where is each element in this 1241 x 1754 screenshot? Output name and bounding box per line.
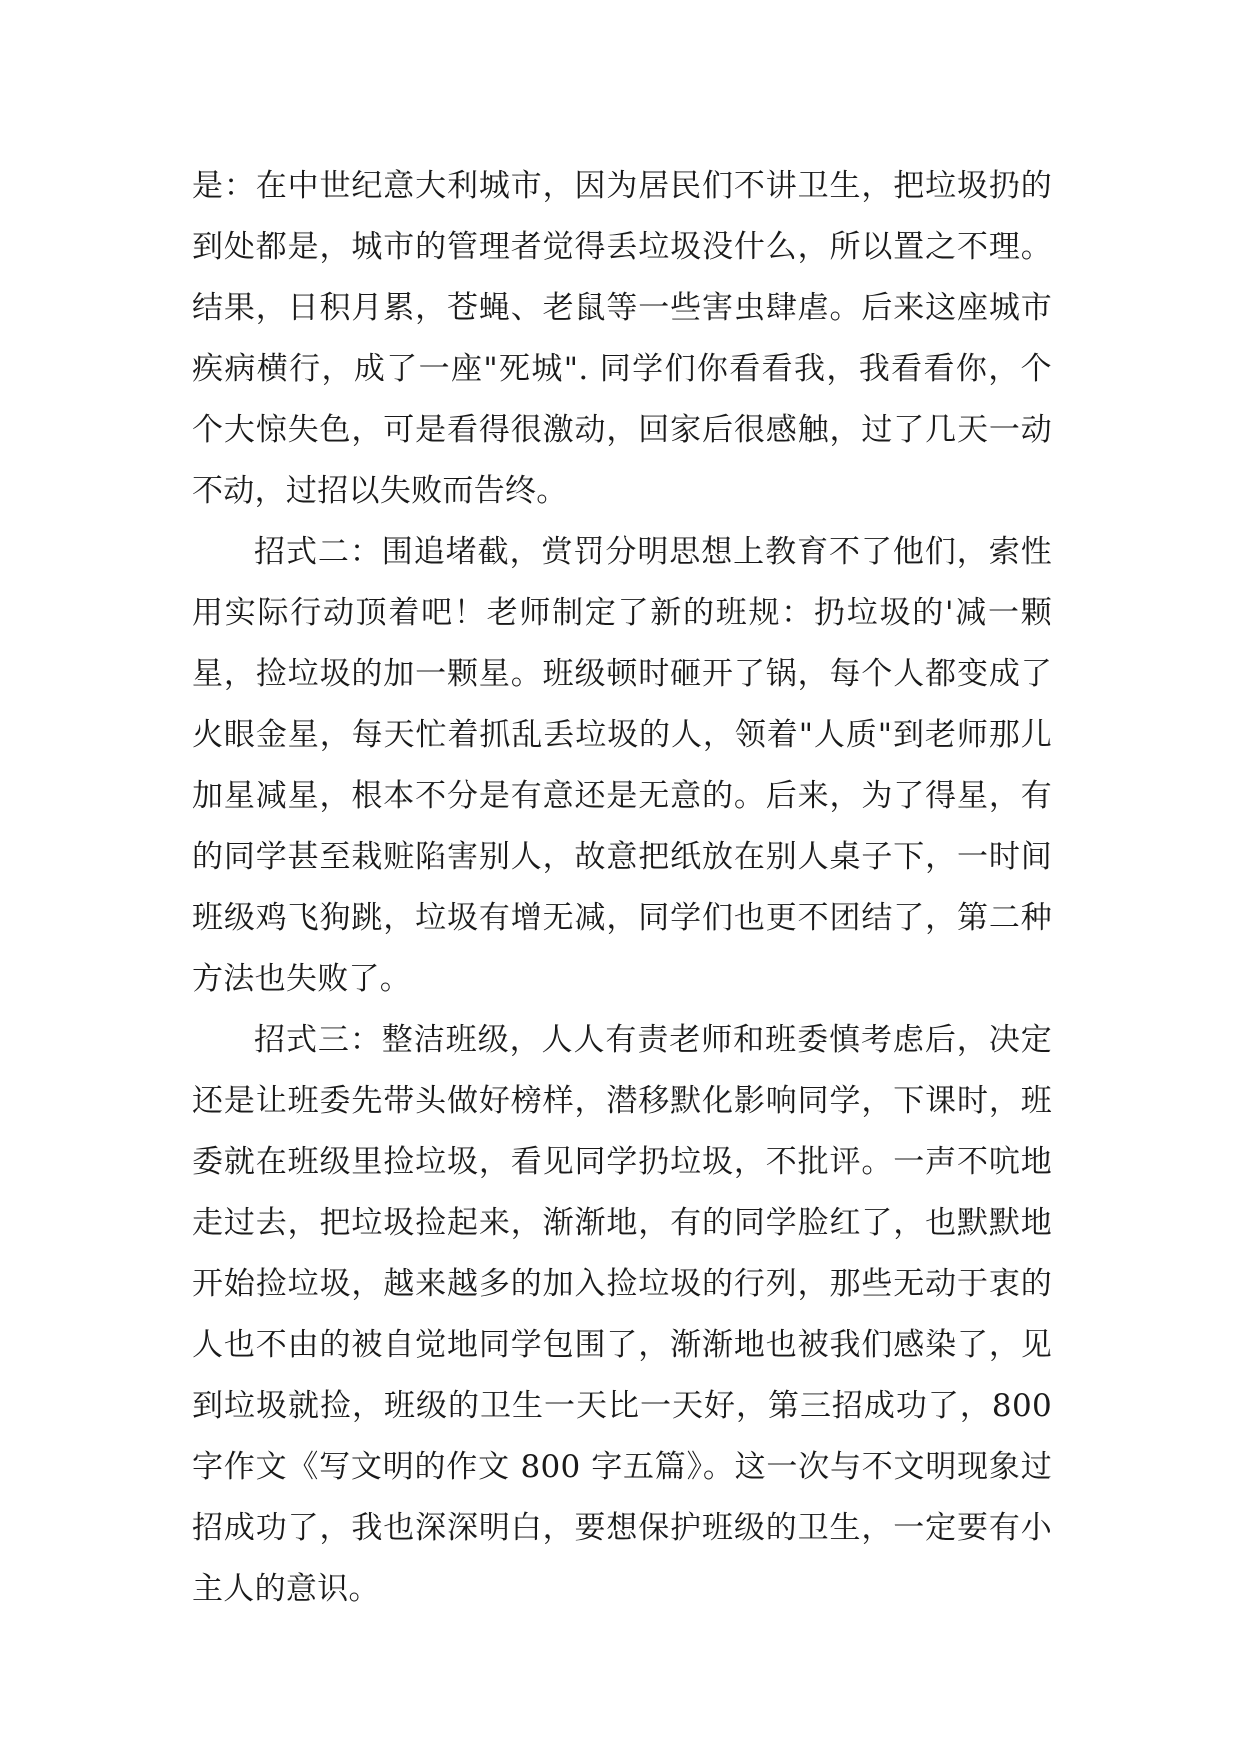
paragraph-1: 是：在中世纪意大利城市，因为居民们不讲卫生，把垃圾扔的到处都是，城市的管理者觉得丢垃圾没什么，所以置之不理。结果，日积月累，苍蝇、老鼠等一些害虫肆虐。后来这座城市疾病横行，成了一座"死城". 同学们你看看我，我看看你，个个大惊失色，可是看得很激动，回家后很感触，过了几天一动不动，过招以失败而告终。 — [192, 168, 1052, 509]
paragraph-3: 招式三：整洁班级，人人有责老师和班委慎考虑后，决定还是让班委先带头做好榜样，潜移默化影响同学，下课时，班委就在班级里捡垃圾，看见同学扔垃圾，不批评。一声不吭地走过去，把垃圾捡起来，渐渐地，有的同学脸红了，也默默地开始捡垃圾，越来越多的加入捡垃圾的行列，那些无动于衷的人也不由的被自觉地同学包围了，渐渐地也被我们感染了，见到垃圾就捡，班级的卫生一天比一天好，第三招成功了，800 字作文《写文明的作文 800 字五篇》。这一次与不文明现象过招成功了，我也深深明白，要想保护班级的卫生，一定要有小主人的意识。 — [192, 1022, 1052, 1607]
paragraph-2: 招式二：围追堵截，赏罚分明思想上教育不了他们，索性用实际行动顶着吧！老师制定了新的班规：扔垃圾的'减一颗星，捡垃圾的加一颗星。班级顿时砸开了锅，每个人都变成了火眼金星，每天忙着抓乱丢垃圾的人，领着"人质"到老师那儿加星减星，根本不分是有意还是无意的。后来，为了得星，有的同学甚至栽赃陷害别人，故意把纸放在别人桌子下，一时间班级鸡飞狗跳，垃圾有增无减，同学们也更不团结了，第二种方法也失败了。 — [192, 534, 1052, 997]
document-body — [192, 156, 1052, 1620]
